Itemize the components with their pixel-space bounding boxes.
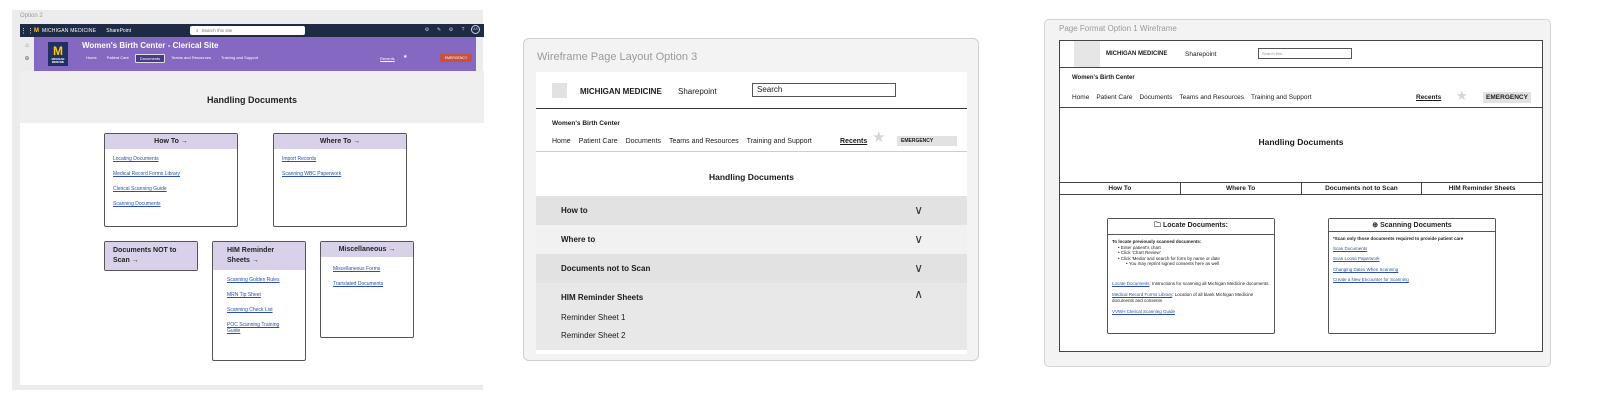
- not-to-scan-card[interactable]: [104, 241, 198, 271]
- frame-title: Page Format Option 1 Wireframe: [1059, 24, 1177, 33]
- page-title: Handling Documents: [206, 95, 297, 105]
- card-title[interactable]: HIM Reminder Sheets →: [213, 242, 305, 270]
- link-create-encounter[interactable]: Create a New Encounter for Scanning: [1333, 277, 1409, 282]
- card-title[interactable]: How To →: [105, 134, 237, 149]
- star-icon[interactable]: ★: [1456, 88, 1468, 103]
- edit-icon[interactable]: ✎: [436, 26, 442, 33]
- recents-link[interactable]: Recents: [840, 138, 868, 145]
- nav-documents[interactable]: Documents: [1139, 94, 1173, 101]
- search-input[interactable]: Search: [752, 83, 896, 97]
- brand-name: MICHIGAN MEDICINE: [1106, 51, 1168, 57]
- link-scanning-wbc[interactable]: Scanning WBC Paperwork: [282, 171, 342, 177]
- site-title: Women's Birth Center - Clerical Site: [82, 41, 219, 50]
- logo-placeholder: [1074, 41, 1100, 67]
- link-medical-record-forms[interactable]: Medical Record Forms Library: [1112, 292, 1173, 297]
- link-translated-documents[interactable]: Translated Documents: [333, 281, 384, 287]
- accordion-where-to[interactable]: [536, 225, 967, 254]
- divider: [536, 151, 967, 152]
- link-scan-loose-paperwork[interactable]: Scan Loose Paperwork: [1333, 256, 1380, 261]
- michigan-logo-icon: M: [34, 27, 39, 34]
- home-icon[interactable]: ⌂: [25, 43, 29, 49]
- recents-link[interactable]: Recents: [380, 56, 395, 61]
- avatar[interactable]: AS: [471, 25, 480, 34]
- search-icon: ⌕: [196, 28, 199, 33]
- app-name[interactable]: Sharepoint: [678, 87, 717, 96]
- app-launcher-icon[interactable]: ⋮⋮: [20, 27, 34, 35]
- link-import-records[interactable]: Import Records: [282, 156, 317, 162]
- reminder-sheet-item[interactable]: Reminder Sheet 2: [561, 331, 626, 340]
- tab-him-reminder[interactable]: HIM Reminder Sheets: [1421, 183, 1542, 194]
- card-note: *Scan only those documents required to provide patient care: [1333, 236, 1464, 241]
- link-locate-documents[interactable]: Locate Documents: [1112, 280, 1150, 286]
- divider: [1060, 107, 1542, 108]
- link-scanning-check-list[interactable]: Scanning Check List: [227, 307, 273, 313]
- link-row: Medical Record Forms Library: Location of all blank Michigan Medicine documents and consents: [1112, 292, 1254, 303]
- folder-icon: 🗀: [1154, 222, 1163, 229]
- emergency-button[interactable]: EMERGENCY: [440, 54, 472, 62]
- chevron-down-icon: ∨: [914, 261, 923, 275]
- content-area: [20, 123, 484, 385]
- nav-home[interactable]: Home: [86, 55, 97, 60]
- link-scanning-documents[interactable]: Scanning Documents: [113, 201, 161, 207]
- link-clerical-scanning-guide[interactable]: VVWH Clerical Scanning Guide: [1112, 309, 1176, 314]
- accordion-label: Where to: [561, 235, 596, 244]
- site-nav: [82, 54, 262, 63]
- option2-sharepoint-mockup: [12, 10, 483, 390]
- accordion-him-reminder[interactable]: [536, 283, 967, 350]
- list-item: • Enter patient's chart: [1118, 244, 1161, 250]
- nav-training-support[interactable]: Training and Support: [746, 138, 812, 145]
- list-item: • Click 'Media' and search for form by name or date: [1118, 255, 1220, 261]
- link-medical-record-forms[interactable]: Medical Record Forms Library: [113, 171, 180, 177]
- top-bar: [1060, 41, 1542, 68]
- brand-name: MICHIGAN MEDICINE: [42, 27, 97, 34]
- him-reminder-card: [212, 241, 306, 361]
- page-title: Handling Documents: [1258, 137, 1344, 147]
- recents-link[interactable]: Recents: [1416, 94, 1442, 101]
- nav-documents[interactable]: Documents: [135, 54, 165, 63]
- site-nav: [552, 138, 820, 145]
- link-golden-rules[interactable]: Scanning Golden Rules: [227, 277, 280, 283]
- card-title: Documents NOT to Scan →: [105, 242, 197, 270]
- nav-teams-resources[interactable]: Teams and Resources: [669, 138, 739, 145]
- tab-strip: [1060, 182, 1542, 195]
- nav-documents[interactable]: Documents: [625, 138, 662, 145]
- link-locating-documents[interactable]: Locating Documents: [113, 156, 159, 162]
- reminder-sheet-item[interactable]: Reminder Sheet 1: [561, 313, 626, 322]
- nav-patient-care[interactable]: Patient Care: [1096, 94, 1133, 101]
- site-header: [34, 37, 476, 71]
- page-title: Handling Documents: [708, 172, 794, 182]
- title-band: [20, 71, 484, 123]
- gear-icon[interactable]: ⚙: [448, 26, 454, 33]
- tab-how-to[interactable]: How To: [1060, 183, 1180, 194]
- chevron-down-icon: ∨: [914, 203, 923, 217]
- locate-documents-card: [1107, 218, 1275, 334]
- tab-not-to-scan[interactable]: Documents not to Scan: [1301, 183, 1422, 194]
- app-name[interactable]: SharePoint: [106, 27, 131, 34]
- nav-home[interactable]: Home: [1072, 94, 1090, 101]
- card-heading: To locate previously scanned documents:: [1112, 239, 1202, 244]
- add-icon[interactable]: ⊕: [24, 56, 30, 62]
- nav-training-support[interactable]: Training and Support: [1251, 94, 1312, 101]
- emergency-button[interactable]: EMERGENCY: [1483, 92, 1531, 103]
- help-icon[interactable]: ?: [461, 26, 465, 33]
- emergency-button[interactable]: EMERGENCY: [897, 136, 957, 146]
- nav-patient-care[interactable]: Patient Care: [578, 138, 618, 145]
- accordion-not-to-scan[interactable]: [536, 254, 967, 283]
- where-to-card: [273, 133, 407, 227]
- site-title: Women's Birth Center: [1072, 75, 1135, 81]
- link-changing-dates[interactable]: Changing Dates When Scanning: [1333, 266, 1399, 272]
- miscellaneous-card: [320, 241, 414, 338]
- card-title: 🗀 Locate Documents:: [1108, 219, 1274, 235]
- logo-placeholder: [552, 83, 567, 98]
- accordion-how-to[interactable]: [536, 196, 967, 225]
- block-m-logo: M MICHIGAN MEDICINE: [48, 42, 68, 66]
- search-input[interactable]: ⌕ Search this site: [190, 26, 305, 35]
- wireframe-option-3: [523, 38, 979, 361]
- wireframe-option-1: [1044, 19, 1551, 367]
- settings-icon[interactable]: ⚙: [424, 26, 430, 33]
- how-to-card: [104, 133, 238, 227]
- accordion-label: HIM Reminder Sheets: [561, 293, 644, 302]
- app-name[interactable]: Sharepoint: [1185, 51, 1217, 58]
- nav-teams-resources[interactable]: Teams and Resources: [171, 55, 211, 60]
- card-title[interactable]: Miscellaneous →: [321, 242, 413, 257]
- list-item: • You may reprint signed consents here as well: [1126, 261, 1220, 266]
- suite-bar: [20, 24, 484, 37]
- link-poc-training-guide[interactable]: POC Scanning Training Guide: [227, 322, 280, 334]
- star-icon[interactable]: ★: [403, 54, 408, 60]
- wireframe-page: [1059, 40, 1543, 352]
- link-mrn-tip-sheet[interactable]: MRN Tip Sheet: [227, 292, 261, 298]
- nav-patient-care[interactable]: Patient Care: [106, 55, 129, 60]
- star-icon[interactable]: ★: [872, 129, 886, 146]
- card-title: ⊕ Scanning Documents: [1329, 219, 1495, 232]
- site-nav: [1072, 94, 1319, 101]
- accordion-label: How to: [561, 206, 588, 215]
- site-title: Women's Birth Center: [552, 120, 620, 127]
- nav-training-support[interactable]: Training and Support: [220, 55, 259, 60]
- scanner-icon: ⊕: [1372, 222, 1381, 229]
- card-title[interactable]: Where To →: [274, 134, 406, 149]
- frame-title: Wireframe Page Layout Option 3: [537, 51, 698, 63]
- suite-icons: [423, 25, 480, 34]
- wireframe-page: [536, 72, 967, 354]
- link-misc-forms[interactable]: Miscellaneous Forms: [333, 266, 381, 272]
- search-input[interactable]: Search this...: [1258, 48, 1352, 59]
- nav-home[interactable]: Home: [552, 138, 571, 145]
- nav-teams-resources[interactable]: Teams and Resources: [1179, 94, 1245, 101]
- link-clerical-scanning-guide[interactable]: Clerical Scanning Guide: [113, 186, 167, 192]
- scanning-documents-card: [1328, 218, 1496, 334]
- link-scan-documents[interactable]: Scan Documents: [1333, 245, 1368, 251]
- top-bar: [536, 72, 967, 109]
- frame-label: Option 2: [20, 13, 43, 19]
- chevron-up-icon: ∧: [914, 287, 923, 301]
- tab-where-to[interactable]: Where To: [1180, 183, 1301, 194]
- chevron-down-icon: ∨: [914, 232, 923, 246]
- link-row: Locate Documents: Instructions for scanning all Michigan Medicine documents.: [1112, 280, 1270, 286]
- list-item: • Click 'Chart Review': [1118, 250, 1161, 255]
- accordion-label: Documents not to Scan: [561, 264, 651, 273]
- brand-name: MICHIGAN MEDICINE: [580, 87, 662, 96]
